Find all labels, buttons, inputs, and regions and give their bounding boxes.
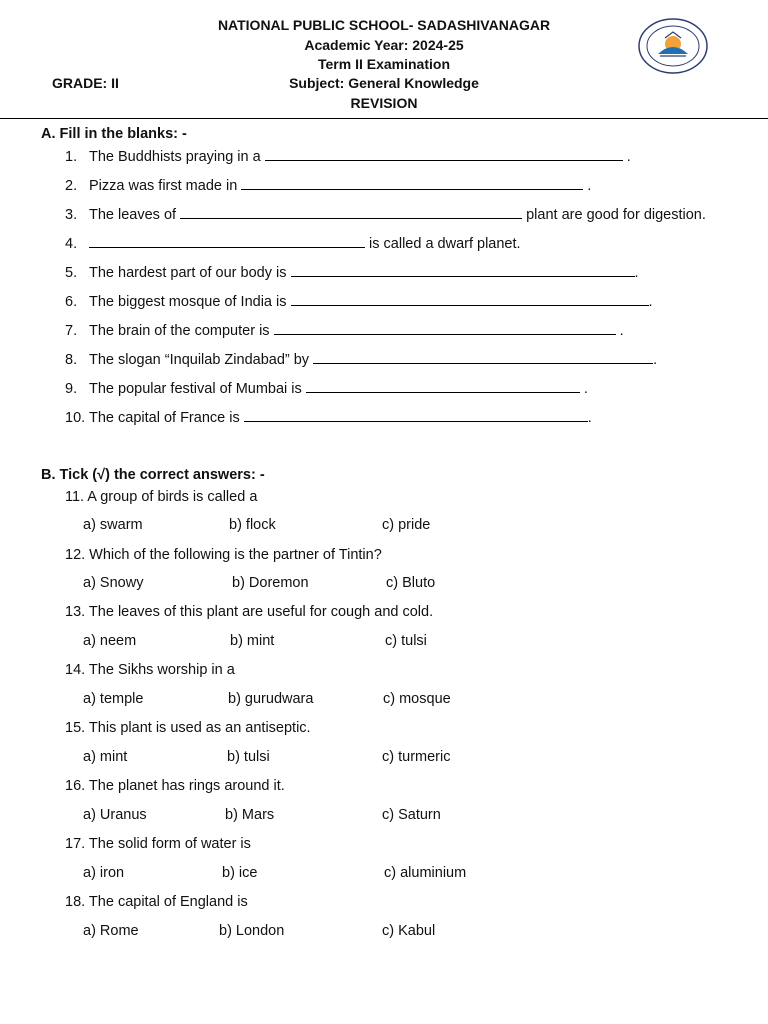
answer-blank[interactable] bbox=[291, 264, 635, 277]
option-a[interactable]: a) iron bbox=[83, 865, 125, 881]
question-text: 14. The Sikhs worship in a bbox=[65, 662, 235, 678]
fill-blank-item bbox=[65, 206, 706, 223]
item-text-after: . bbox=[587, 410, 592, 426]
option-b[interactable]: b) gurudwara bbox=[228, 691, 314, 707]
fill-blank-item bbox=[65, 409, 592, 426]
fill-blank-item bbox=[65, 148, 631, 165]
section-b-title: B. Tick (√) the correct answers: - bbox=[41, 467, 265, 483]
item-number: 10. bbox=[65, 410, 86, 426]
fill-blank-item bbox=[65, 235, 521, 252]
item-number: 4. bbox=[65, 236, 78, 252]
item-text-after: . bbox=[583, 178, 592, 194]
question-text: 11. A group of birds is called a bbox=[65, 489, 258, 505]
option-a[interactable]: a) temple bbox=[83, 691, 144, 707]
option-c[interactable]: c) Bluto bbox=[386, 575, 436, 591]
option-c[interactable]: c) pride bbox=[382, 517, 431, 533]
item-text: The popular festival of Mumbai is bbox=[89, 381, 302, 397]
option-a[interactable]: a) Rome bbox=[83, 923, 139, 939]
item-number: 8. bbox=[65, 352, 78, 368]
answer-blank[interactable] bbox=[291, 293, 649, 306]
answer-blank[interactable] bbox=[89, 235, 365, 248]
item-text: The hardest part of our body is bbox=[89, 265, 287, 281]
option-c[interactable]: c) turmeric bbox=[382, 749, 451, 765]
fill-blank-item bbox=[65, 177, 591, 194]
option-b[interactable]: b) mint bbox=[230, 633, 275, 649]
answer-blank[interactable] bbox=[180, 206, 522, 219]
question-text: 17. The solid form of water is bbox=[65, 836, 251, 852]
item-text-after: plant are good for digestion. bbox=[522, 207, 706, 223]
item-text: Pizza was first made in bbox=[89, 178, 238, 194]
item-text-after: is called a dwarf planet. bbox=[365, 236, 521, 252]
revision-title: REVISION bbox=[350, 95, 418, 111]
option-b[interactable]: b) ice bbox=[222, 865, 258, 881]
item-number: 7. bbox=[65, 323, 78, 339]
item-text: The slogan “Inquilab Zindabad” by bbox=[89, 352, 310, 368]
question-text: 15. This plant is used as an antiseptic. bbox=[65, 720, 311, 736]
fill-blank-item bbox=[65, 264, 639, 281]
option-b[interactable]: b) Mars bbox=[225, 807, 275, 823]
answer-blank[interactable] bbox=[241, 177, 583, 190]
school-logo-icon bbox=[638, 18, 708, 74]
item-text-after: . bbox=[634, 265, 639, 281]
item-number: 1. bbox=[65, 149, 78, 165]
item-text-after: . bbox=[579, 381, 588, 397]
option-a[interactable]: a) Snowy bbox=[83, 575, 144, 591]
option-c[interactable]: c) Saturn bbox=[382, 807, 441, 823]
question-text: 18. The capital of England is bbox=[65, 894, 248, 910]
answer-blank[interactable] bbox=[244, 409, 588, 422]
option-c[interactable]: c) mosque bbox=[383, 691, 451, 707]
fill-blank-item bbox=[65, 380, 588, 397]
option-a[interactable]: a) neem bbox=[83, 633, 137, 649]
item-text: The Buddhists praying in a bbox=[89, 149, 261, 165]
item-text-after: . bbox=[648, 294, 653, 310]
item-number: 5. bbox=[65, 265, 78, 281]
fill-blank-item bbox=[65, 293, 653, 310]
item-text-after: . bbox=[622, 149, 631, 165]
grade-label: GRADE: II bbox=[52, 75, 119, 91]
item-number: 3. bbox=[65, 207, 78, 223]
item-text: The capital of France is bbox=[89, 410, 240, 426]
item-text-after: . bbox=[615, 323, 624, 339]
fill-blank-item bbox=[65, 351, 657, 368]
item-number: 6. bbox=[65, 294, 78, 310]
item-number: 2. bbox=[65, 178, 78, 194]
question-text: 16. The planet has rings around it. bbox=[65, 778, 285, 794]
answer-blank[interactable] bbox=[265, 148, 623, 161]
answer-blank[interactable] bbox=[306, 380, 580, 393]
answer-blank[interactable] bbox=[313, 351, 653, 364]
answer-blank[interactable] bbox=[274, 322, 616, 335]
option-c[interactable]: c) Kabul bbox=[382, 923, 436, 939]
option-c[interactable]: c) tulsi bbox=[385, 633, 427, 649]
item-text: The biggest mosque of India is bbox=[89, 294, 287, 310]
item-number: 9. bbox=[65, 381, 78, 397]
school-name: NATIONAL PUBLIC SCHOOL- SADASHIVANAGAR bbox=[217, 17, 551, 33]
section-a-title: A. Fill in the blanks: - bbox=[41, 126, 187, 142]
option-b[interactable]: b) Doremon bbox=[232, 575, 309, 591]
option-a[interactable]: a) swarm bbox=[83, 517, 143, 533]
academic-year: Academic Year: 2024-25 bbox=[304, 37, 464, 53]
option-b[interactable]: b) flock bbox=[229, 517, 276, 533]
option-b[interactable]: b) London bbox=[219, 923, 285, 939]
fill-blank-item bbox=[65, 322, 624, 339]
item-text-after: . bbox=[653, 352, 658, 368]
option-a[interactable]: a) mint bbox=[83, 749, 128, 765]
item-text: The brain of the computer is bbox=[89, 323, 270, 339]
option-b[interactable]: b) tulsi bbox=[227, 749, 270, 765]
item-text: The leaves of bbox=[89, 207, 177, 223]
question-text: 12. Which of the following is the partner of Tintin? bbox=[65, 547, 382, 563]
option-c[interactable]: c) aluminium bbox=[384, 865, 467, 881]
subject: Subject: General Knowledge bbox=[289, 75, 479, 91]
header-divider bbox=[0, 118, 768, 119]
question-text: 13. The leaves of this plant are useful for cough and cold. bbox=[65, 604, 434, 620]
option-a[interactable]: a) Uranus bbox=[83, 807, 147, 823]
exam-term: Term II Examination bbox=[318, 56, 450, 72]
